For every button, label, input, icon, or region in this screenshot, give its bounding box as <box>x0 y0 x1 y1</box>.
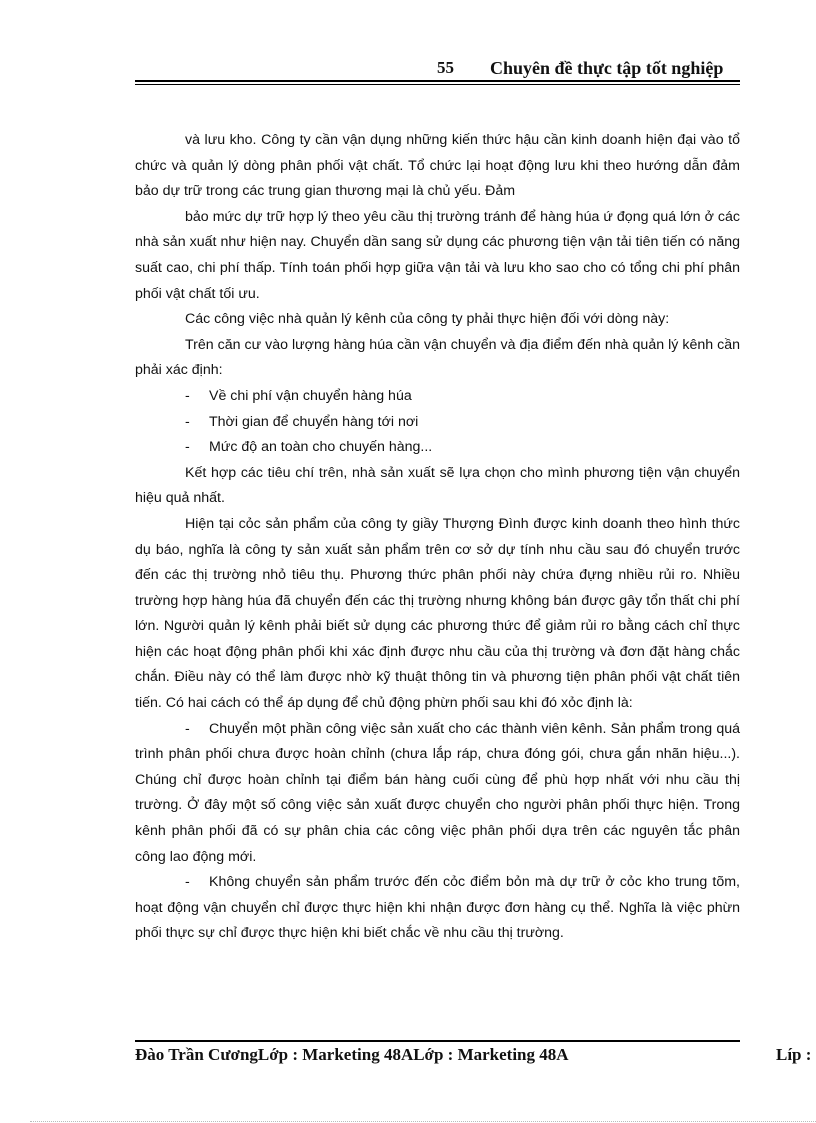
page-header <box>135 58 740 82</box>
list-item-text: Mức độ an toàn cho chuyến hàng... <box>209 439 433 456</box>
list-item: - Mức độ an toàn cho chuyến hàng... <box>185 439 433 456</box>
header-title: Chuyên đề thực tập tốt nghiệp <box>490 58 724 78</box>
paragraph: Các công việc nhà quản lý kênh của công ty phải thực hiện đối với dòng này: <box>185 311 670 328</box>
list-item-text: Không chuyển sản phẩm trước đến cỏc điểm bỏn mà dự trữ ở cỏc kho trung tõm, hoạt động vận chuyển chỉ được thực hiện khi nhận được đơn hàng cụ thể. Nghĩa là việc phừn phối thực sự chỉ được thực hiện khi biết chắc về nhu cầu thị trường. <box>135 874 740 942</box>
list-item: - Chuyển một phần công việc sản xuất cho các thành viên kênh. Sản phẩm trong quá trình phân phối chưa được hoàn chỉnh (chưa lắp ráp, chưa đóng gói, chưa gắn nhãn hiệu...). Chúng chỉ được hoàn chỉnh tại điểm bán hàng cuối cùng để phù hợp nhất với nhu cầu thị trường. Ở đây một số công việc sản xuất được chuyển cho người phân phối thực hiện. Trong kênh phân phối đã có sự phân chia các công việc phân phối dựa trên các nguyên tắc phân công lao động mới. <box>135 720 740 865</box>
list-item-text: Chuyển một phần công việc sản xuất cho các thành viên kênh. Sản phẩm trong quá trình phân phối chưa được hoàn chỉnh (chưa lắp ráp, chưa đóng gói, chưa gắn nhãn hiệu...). Chúng chỉ được hoàn chỉnh tại điểm bán hàng cuối cùng để phù hợp nhất với nhu cầu thị trường. Ở đây một số công việc sản xuất được chuyển cho người phân phối thực hiện. Trong kênh phân phối đã có sự phân chia các công việc phân phối dựa trên các nguyên tắc phân công lao động mới. <box>135 720 740 865</box>
paragraph: Hiện tại cỏc sản phẩm của công ty giầy Thượng Đình được kinh doanh theo hình thức dụ báo, nghĩa là công ty sản xuất sản phẩm trên cơ sở dự tính nhu cầu sau đó chuyển trước đến các thị trường nhỏ tiêu thụ. Phương thức phân phối này chứa đựng nhiều rủi ro. Nhiều trường hợp hàng húa đã chuyển đến các thị trường nhưng không bán được gây tổn thất chi phí lớn. Người quản lý kênh phải biết sử dụng các phương thức để giảm rủi ro bằng cách chỉ thực hiện các hoạt động phân phối khi xác định được nhu cầu của thị trường và đơn đặt hàng chắc chắn. Điều này có thể làm được nhờ kỹ thuật thông tin và phương tiện phân phối vật chất tiên tiến. Có hai cách có thể áp dụng để chủ động phừn phối sau khi đó xỏc định là: <box>135 515 740 712</box>
list-item-text: Thời gian để chuyển hàng tới nơi <box>209 413 419 430</box>
paragraph: bảo mức dự trữ hợp lý theo yêu cầu thị trường tránh để hàng húa ứ đọng quá lớn ở các nhà sản xuất như hiện nay. Chuyển dần sang sử dụng các phương tiện vận tải tiên tiến có năng suất cao, chi phí thấp. Tính toán phối hợp giữa vận tải và lưu kho sao cho có tổng chi phí phân phối vật chất tối ưu. <box>135 208 740 302</box>
document-body <box>135 128 740 947</box>
footer-class: Líp : <box>776 1045 812 1064</box>
page-number: 55 <box>437 58 454 77</box>
list-item: - Không chuyển sản phẩm trước đến cỏc điểm bỏn mà dự trữ ở cỏc kho trung tõm, hoạt động vận chuyển chỉ được thực hiện khi nhận được đơn hàng cụ thể. Nghĩa là việc phừn phối thực sự chỉ được thực hiện khi biết chắc về nhu cầu thị trường. <box>135 874 740 942</box>
list-item: - Thời gian để chuyển hàng tới nơi <box>185 413 419 430</box>
header-rule-thin <box>135 84 740 85</box>
list-item: - Về chi phí vận chuyển hàng húa <box>185 387 412 404</box>
paragraph: và lưu kho. Công ty cần vận dụng những kiến thức hậu cần kinh doanh hiện đại vào tổ chức và quản lý dòng phân phối vật chất. Tổ chức lại hoạt động lưu khi theo hướng dẫn đảm bảo dự trữ trong các trung gian thương mại là chủ yếu. Đảm <box>135 132 740 200</box>
list-item-text: Về chi phí vận chuyển hàng húa <box>209 387 412 404</box>
footer-rule <box>135 1040 740 1042</box>
paragraph: Trên căn cư vào lượng hàng húa cần vận chuyển và địa điểm đến nhà quản lý kênh cần phải xác định: <box>135 336 740 379</box>
footer-author: Đào Trần CươngLớp : Marketing 48ALớp : Marketing 48A <box>135 1045 569 1064</box>
page-edge-divider <box>30 1121 816 1122</box>
header-rule-thick <box>135 80 740 82</box>
paragraph: Kết hợp các tiêu chí trên, nhà sản xuất sẽ lựa chọn cho mình phương tiện vận chuyển hiệu quả nhất. <box>135 464 740 507</box>
